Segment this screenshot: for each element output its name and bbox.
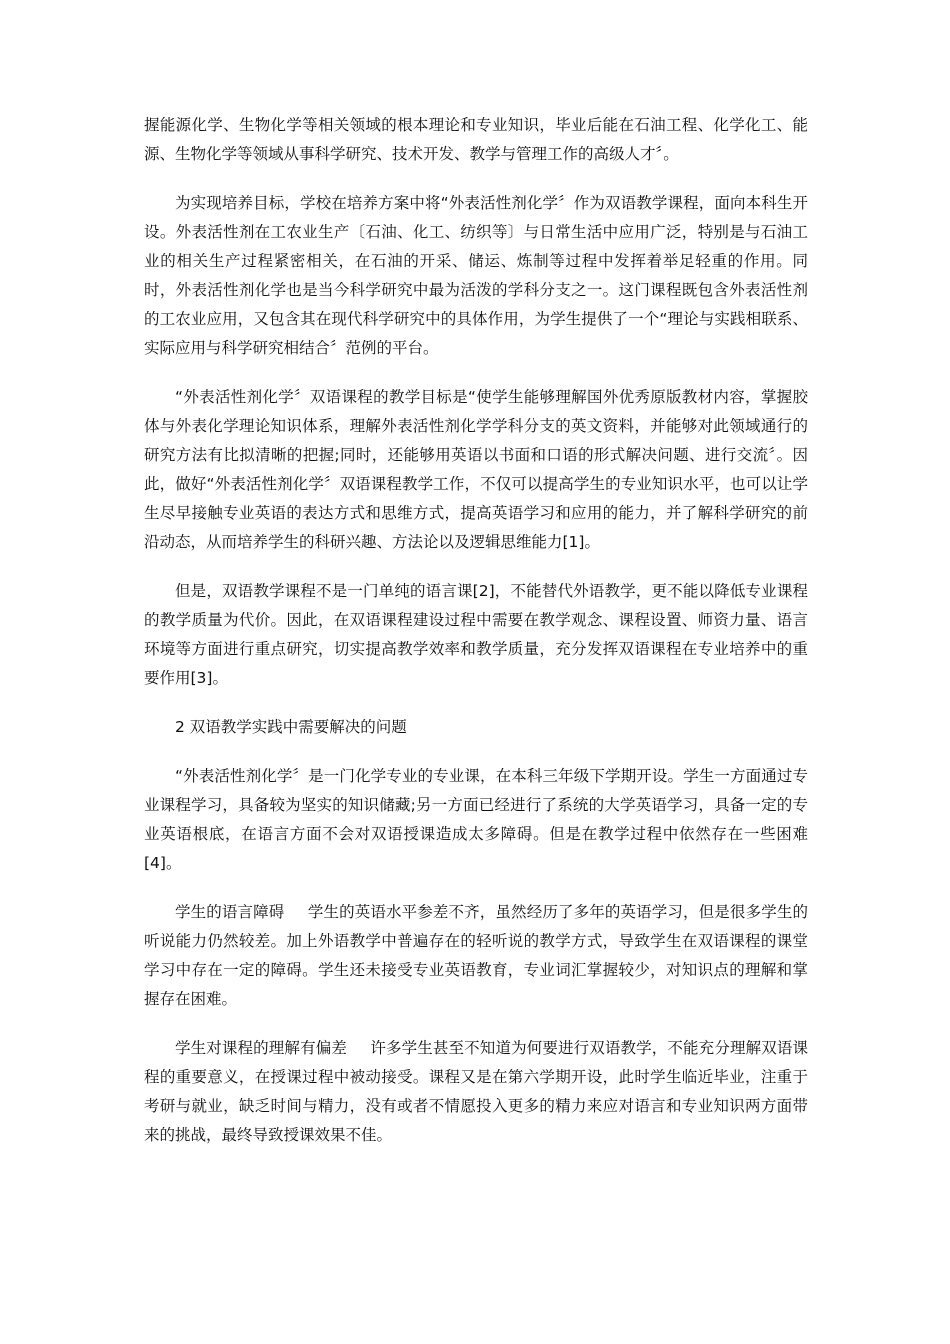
paragraph-course-intro: “外表活性剂化学〞是一门化学专业的专业课，在本科三年级下学期开设。学生一方面通过专业课程学习，具备较为坚实的知识储藏;另一方面已经进行了系统的大学英语学习，具备一定的专业英语根底，在语言方面不会对双语授课造成太多障碍。但是在教学过程中依然存在一些困难[4]。 <box>144 767 808 872</box>
paragraph-understanding-bias <box>144 1034 808 1150</box>
paragraph-continued: 握能源化学、生物化学等相关领域的根本理论和专业知识，毕业后能在石油工程、化学化工、能源、生物化学等领域从事科学研究、技术开发、教学与管理工作的高级人才〞。 <box>144 116 808 163</box>
paragraph-lead-language-barrier: 学生的语言障碍 <box>175 903 285 921</box>
paragraph-bilingual-caveat: 但是，双语教学课程不是一门单纯的语言课[2]，不能替代外语教学，更不能以降低专业课程的教学质量为代价。因此，在双语课程建设过程中需要在教学观念、课程设置、师资力量、语言环境等方面进行重点研究，切实提高教学效率和教学质量，充分发挥双语课程在专业培养中的重要作用[3]。 <box>144 582 808 687</box>
paragraph-lead-understanding-bias: 学生对课程的理解有偏差 <box>175 1039 347 1057</box>
paragraph-language-barrier <box>144 898 808 1014</box>
paragraph-body-language-barrier: 学生的英语水平参差不齐，虽然经历了多年的英语学习，但是很多学生的听说能力仍然较差。加上外语教学中普遍存在的轻听说的教学方式，导致学生在双语课程的课堂学习中存在一定的障碍。学生还未接受专业英语教育，专业词汇掌握较少，对知识点的理解和掌握存在困难。 <box>144 903 808 1008</box>
paragraph-body-understanding-bias: 许多学生甚至不知道为何要进行双语教学，不能充分理解双语课程的重要意义，在授课过程中被动接受。课程又是在第六学期开设，此时学生临近毕业，注重于考研与就业，缺乏时间与精力，没有或者不情愿投入更多的精力来应对语言和专业知识两方面带来的挑战，最终导致授课效果不佳。 <box>144 1039 808 1144</box>
paragraph-teaching-objective: “外表活性剂化学〞双语课程的教学目标是“使学生能够理解国外优秀原版教材内容，掌握胶体与外表化学理论知识体系，理解外表活性剂化学学科分支的英文资料，并能够对此领域通行的研究方法有比拟清晰的把握;同时，还能够用英语以书面和口语的形式解决问题、进行交流〞。因此，做好“外表活性剂化学〞双语课程教学工作，不仅可以提高学生的专业知识水平，也可以让学生尽早接触专业英语的表达方式和思维方式，提高英语学习和应用的能力，并了解科学研究的前沿动态，从而培养学生的科研兴趣、方法论以及逻辑思维能力[1]。 <box>144 388 808 551</box>
section-heading: 2 双语教学实践中需要解决的问题 <box>175 718 407 736</box>
paragraph-training-goal: 为实现培养目标，学校在培养方案中将“外表活性剂化学〞作为双语教学课程，面向本科生开设。外表活性剂在工农业生产〔石油、化工、纺织等〕与日常生活中应用广泛，特别是与石油工业的相关生产过程紧密相关，在石油的开采、储运、炼制等过程中发挥着举足轻重的作用。同时，外表活性剂化学也是当今科学研究中最为活泼的学科分支之一。这门课程既包含外表活性剂的工农业应用，又包含其在现代科学研究中的具体作用，为学生提供了一个“理论与实践相联系、实际应用与科学研究相结合〞范例的平台。 <box>144 194 808 357</box>
document-page <box>144 111 808 1170</box>
